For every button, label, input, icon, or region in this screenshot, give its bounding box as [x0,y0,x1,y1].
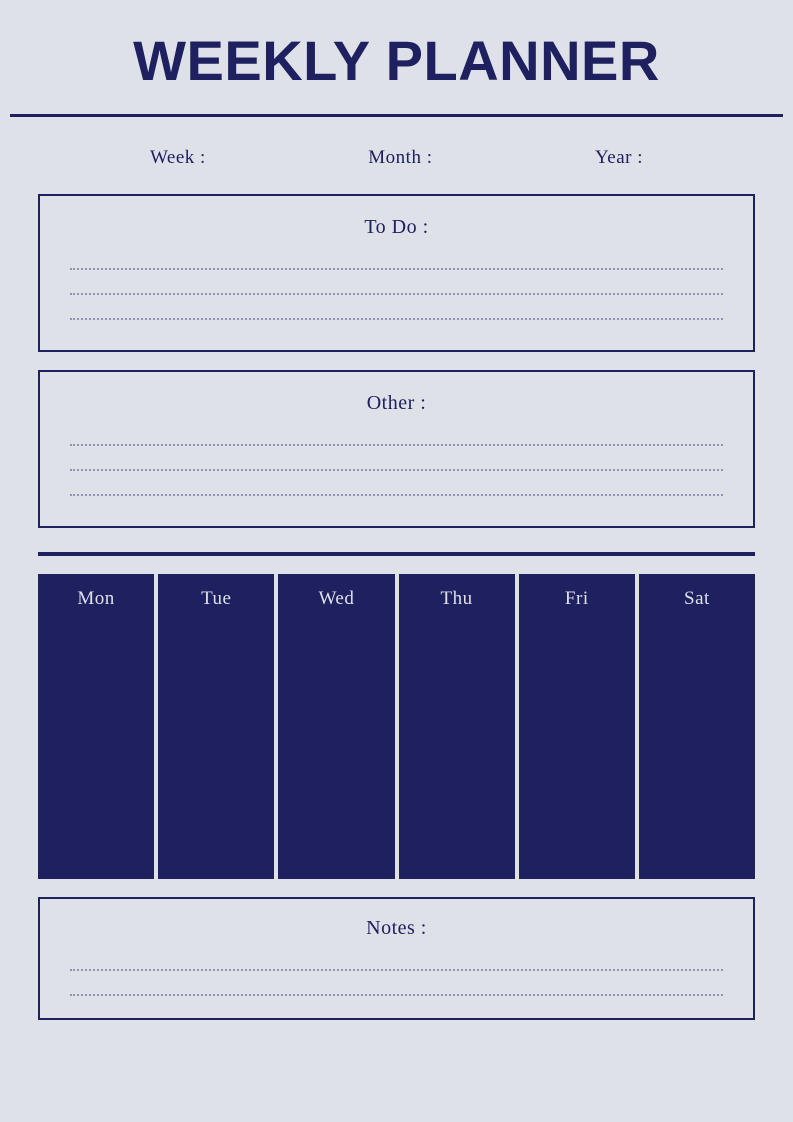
day-column-sat[interactable] [639,574,755,879]
day-label: Tue [201,587,232,609]
day-label: Wed [318,587,355,609]
day-column-tue[interactable] [158,574,274,879]
title-area [0,0,793,92]
notes-section [38,897,755,1020]
section-divider [38,552,755,556]
day-label: Sat [684,587,710,609]
writing-line[interactable] [70,969,723,971]
week-field-label[interactable]: Week : [150,146,206,168]
todo-writing-lines[interactable] [40,268,753,320]
day-column-wed[interactable] [278,574,394,879]
day-column-fri[interactable] [519,574,635,879]
day-column-thu[interactable] [399,574,515,879]
other-section [38,370,755,528]
writing-line[interactable] [70,994,723,996]
writing-line[interactable] [70,318,723,320]
page-title: WEEKLY PLANNER [133,29,660,92]
writing-line[interactable] [70,444,723,446]
other-section-label: Other : [366,391,427,414]
planner-meta-row [0,117,793,169]
notes-writing-lines[interactable] [40,969,753,996]
notes-section-label: Notes : [366,916,427,939]
day-column-mon[interactable] [38,574,154,879]
day-label: Fri [564,587,589,609]
writing-line[interactable] [70,268,723,270]
writing-line[interactable] [70,293,723,295]
todo-section-label: To Do : [364,215,429,238]
other-writing-lines[interactable] [40,444,753,496]
month-field-label[interactable]: Month : [368,146,433,168]
todo-section [38,194,755,352]
writing-line[interactable] [70,469,723,471]
day-label: Thu [440,587,473,609]
day-label: Mon [77,587,115,609]
year-field-label[interactable]: Year : [594,146,643,168]
writing-line[interactable] [70,494,723,496]
week-days-grid [38,574,755,879]
